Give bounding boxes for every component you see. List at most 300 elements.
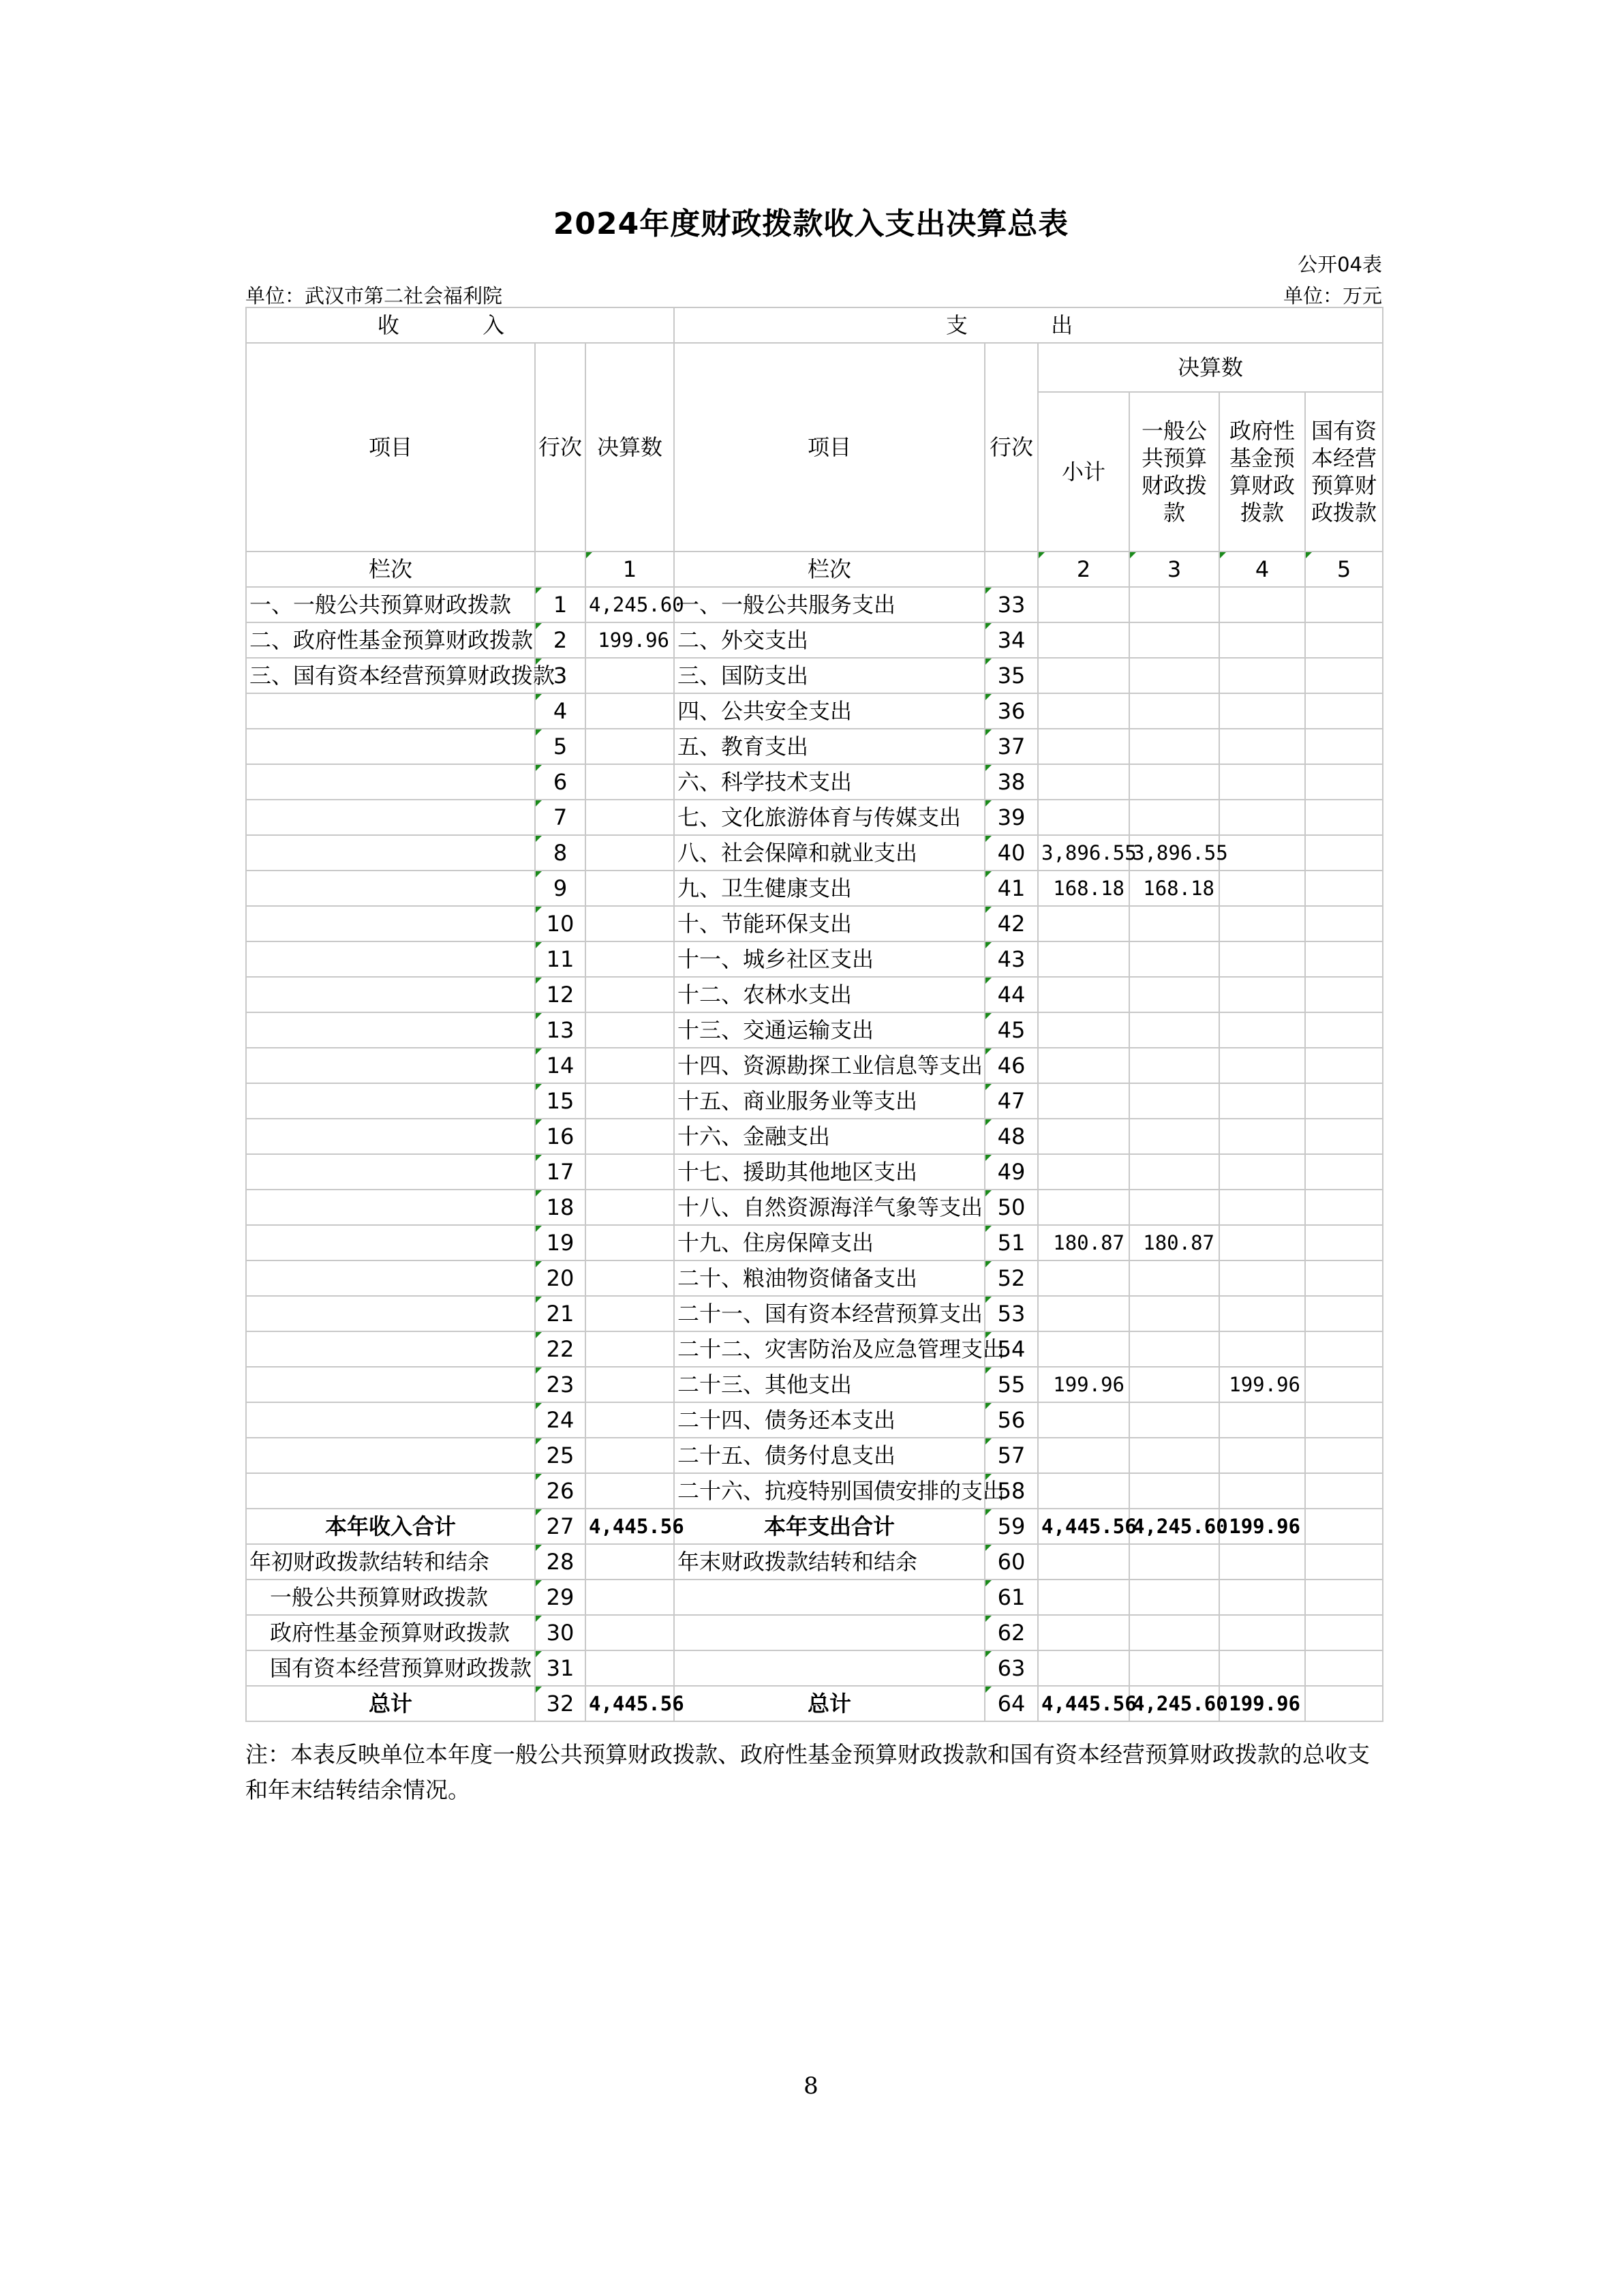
subtotal-cell	[1038, 977, 1129, 1012]
general-budget-cell	[1129, 1473, 1219, 1509]
gov-fund-cell: 199.96	[1219, 1509, 1305, 1544]
gov-fund-cell	[1219, 1544, 1305, 1580]
expense-row-no-cell: 53	[985, 1296, 1038, 1331]
state-capital-cell	[1305, 1331, 1383, 1367]
gov-fund-cell	[1219, 835, 1305, 871]
income-row-no-cell: 5	[535, 729, 585, 764]
income-row-no-cell: 10	[535, 906, 585, 941]
income-item-cell	[246, 906, 535, 941]
income-amount-cell	[585, 764, 674, 800]
income-item-cell	[246, 1225, 535, 1260]
general-budget-cell	[1129, 1544, 1219, 1580]
expense-row-no-cell: 51	[985, 1225, 1038, 1260]
state-capital-cell	[1305, 1296, 1383, 1331]
income-row-no-cell: 12	[535, 977, 585, 1012]
expense-item-header: 项目	[674, 343, 985, 552]
subtotal-cell	[1038, 1544, 1129, 1580]
subtotal-cell	[1038, 729, 1129, 764]
expense-row-no-cell: 49	[985, 1154, 1038, 1190]
income-item-cell	[246, 800, 535, 835]
subtotal-cell	[1038, 693, 1129, 729]
subtotal-cell	[1038, 587, 1129, 622]
income-item-header: 项目	[246, 343, 535, 552]
expense-item-cell: 十九、住房保障支出	[674, 1225, 985, 1260]
income-amount-cell	[585, 1260, 674, 1296]
income-row-no-cell: 22	[535, 1331, 585, 1367]
column-number: 3	[1129, 552, 1219, 587]
state-capital-cell	[1305, 906, 1383, 941]
income-item-cell	[246, 1331, 535, 1367]
table-row	[246, 977, 1383, 1012]
state-capital-cell	[1305, 977, 1383, 1012]
expense-section-header: 支 出	[674, 307, 1383, 343]
state-capital-cell	[1305, 1260, 1383, 1296]
expense-row-no-cell: 34	[985, 622, 1038, 658]
income-item-cell	[246, 729, 535, 764]
state-capital-header: 国有资本经营预算财政拨款	[1305, 392, 1383, 552]
income-amount-cell	[585, 1119, 674, 1154]
income-row-no-cell: 24	[535, 1402, 585, 1438]
income-row-no-cell: 1	[535, 587, 585, 622]
table-row	[246, 1402, 1383, 1438]
state-capital-cell	[1305, 800, 1383, 835]
table-row	[246, 658, 1383, 693]
table-row	[246, 1686, 1383, 1721]
income-item-cell	[246, 764, 535, 800]
income-item-cell	[246, 941, 535, 977]
table-row	[246, 764, 1383, 800]
income-amount-cell: 4,445.56	[585, 1686, 674, 1721]
general-budget-cell: 4,245.60	[1129, 1509, 1219, 1544]
expense-item-cell: 十四、资源勘探工业信息等支出	[674, 1048, 985, 1083]
general-budget-cell: 180.87	[1129, 1225, 1219, 1260]
income-row-no-cell: 25	[535, 1438, 585, 1473]
table-row	[246, 835, 1383, 871]
table-row	[246, 1048, 1383, 1083]
expense-row-no-cell: 52	[985, 1260, 1038, 1296]
general-budget-cell	[1129, 1331, 1219, 1367]
general-budget-cell	[1129, 1190, 1219, 1225]
income-amount-cell	[585, 1048, 674, 1083]
table-row	[246, 622, 1383, 658]
income-row-no-cell: 3	[535, 658, 585, 693]
expense-row-no-cell: 64	[985, 1686, 1038, 1721]
income-amount-header: 决算数	[585, 343, 674, 552]
state-capital-cell	[1305, 1686, 1383, 1721]
state-capital-cell	[1305, 764, 1383, 800]
state-capital-cell	[1305, 1083, 1383, 1119]
expense-row-no-cell: 59	[985, 1509, 1038, 1544]
expense-item-cell	[674, 1615, 985, 1650]
income-row-no-cell: 20	[535, 1260, 585, 1296]
expense-item-cell: 一、一般公共服务支出	[674, 587, 985, 622]
income-amount-cell: 4,245.60	[585, 587, 674, 622]
general-budget-cell	[1129, 1615, 1219, 1650]
subtotal-cell	[1038, 1473, 1129, 1509]
currency-label: 单位：万元	[1283, 284, 1382, 307]
subtotal-cell: 4,445.56	[1038, 1509, 1129, 1544]
table-row	[246, 1190, 1383, 1225]
income-amount-cell	[585, 658, 674, 693]
expense-row-no-cell: 47	[985, 1083, 1038, 1119]
expense-item-cell: 二十、粮油物资储备支出	[674, 1260, 985, 1296]
page-number: 8	[804, 2072, 818, 2100]
expense-row-no-cell: 45	[985, 1012, 1038, 1048]
income-item-cell	[246, 1083, 535, 1119]
expense-row-no-cell: 37	[985, 729, 1038, 764]
state-capital-cell	[1305, 941, 1383, 977]
gov-fund-cell	[1219, 1650, 1305, 1686]
table-row	[246, 1544, 1383, 1580]
gov-fund-cell	[1219, 1296, 1305, 1331]
subtotal-cell	[1038, 1402, 1129, 1438]
subtotal-cell	[1038, 1296, 1129, 1331]
income-amount-cell	[585, 1225, 674, 1260]
subtotal-cell: 180.87	[1038, 1225, 1129, 1260]
table-row	[246, 906, 1383, 941]
gov-fund-cell	[1219, 587, 1305, 622]
state-capital-cell	[1305, 1402, 1383, 1438]
form-number: 公开04表	[1298, 253, 1382, 276]
expense-item-cell: 十五、商业服务业等支出	[674, 1083, 985, 1119]
income-amount-cell	[585, 906, 674, 941]
state-capital-cell	[1305, 1154, 1383, 1190]
subtotal-cell	[1038, 1083, 1129, 1119]
state-capital-cell	[1305, 1438, 1383, 1473]
subtotal-cell: 168.18	[1038, 871, 1129, 906]
income-amount-cell	[585, 1083, 674, 1119]
expense-item-cell: 十六、金融支出	[674, 1119, 985, 1154]
state-capital-cell	[1305, 1367, 1383, 1402]
income-row-no-cell: 9	[535, 871, 585, 906]
state-capital-cell	[1305, 871, 1383, 906]
gov-fund-header: 政府性基金预算财政拨款	[1219, 392, 1305, 552]
general-budget-cell	[1129, 906, 1219, 941]
general-budget-cell	[1129, 1154, 1219, 1190]
subtotal-cell	[1038, 941, 1129, 977]
unit-label: 单位：武汉市第二社会福利院	[245, 284, 503, 307]
general-budget-cell	[1129, 764, 1219, 800]
cell	[535, 552, 585, 587]
gov-fund-cell	[1219, 693, 1305, 729]
expense-row-no-cell: 48	[985, 1119, 1038, 1154]
state-capital-cell	[1305, 1012, 1383, 1048]
general-budget-cell	[1129, 1119, 1219, 1154]
subtotal-cell: 4,445.56	[1038, 1686, 1129, 1721]
state-capital-cell	[1305, 1190, 1383, 1225]
subtotal-cell	[1038, 1012, 1129, 1048]
gov-fund-cell	[1219, 729, 1305, 764]
column-label: 栏次	[246, 552, 535, 587]
expense-item-cell: 四、公共安全支出	[674, 693, 985, 729]
state-capital-cell	[1305, 1119, 1383, 1154]
subtotal-cell	[1038, 622, 1129, 658]
table-row	[246, 729, 1383, 764]
income-amount-cell	[585, 693, 674, 729]
table-row	[246, 1473, 1383, 1509]
income-amount-cell	[585, 1580, 674, 1615]
table-row	[246, 1580, 1383, 1615]
expense-row-no-cell: 54	[985, 1331, 1038, 1367]
footnote: 注：本表反映单位本年度一般公共预算财政拨款、政府性基金预算财政拨款和国有资本经营预算财政拨款的总收支和年末结转结余情况。	[245, 1741, 1370, 1803]
expense-row-no-cell: 62	[985, 1615, 1038, 1650]
state-capital-cell	[1305, 1048, 1383, 1083]
expense-item-cell: 本年支出合计	[674, 1509, 985, 1544]
state-capital-cell	[1305, 1225, 1383, 1260]
gov-fund-cell	[1219, 622, 1305, 658]
expense-row-no-cell: 44	[985, 977, 1038, 1012]
gov-fund-cell	[1219, 800, 1305, 835]
income-item-cell	[246, 693, 535, 729]
income-item-cell	[246, 1012, 535, 1048]
gov-fund-cell	[1219, 941, 1305, 977]
income-row-no-cell: 26	[535, 1473, 585, 1509]
income-amount-cell	[585, 1296, 674, 1331]
general-budget-cell	[1129, 1367, 1219, 1402]
gov-fund-cell	[1219, 906, 1305, 941]
income-amount-cell	[585, 835, 674, 871]
gov-fund-cell	[1219, 1402, 1305, 1438]
table-row	[246, 1012, 1383, 1048]
expense-row-no-cell: 57	[985, 1438, 1038, 1473]
table-row	[246, 1615, 1383, 1650]
subtotal-cell	[1038, 800, 1129, 835]
income-amount-cell	[585, 1012, 674, 1048]
expense-item-cell: 二十一、国有资本经营预算支出	[674, 1296, 985, 1331]
expense-row-no-cell: 61	[985, 1580, 1038, 1615]
income-item-cell: 一、一般公共预算财政拨款	[246, 587, 535, 622]
income-row-no-cell: 30	[535, 1615, 585, 1650]
state-capital-cell	[1305, 587, 1383, 622]
income-amount-cell	[585, 1650, 674, 1686]
expense-row-no-cell: 41	[985, 871, 1038, 906]
expense-row-no-cell: 42	[985, 906, 1038, 941]
cell	[985, 552, 1038, 587]
general-budget-cell	[1129, 1650, 1219, 1686]
expense-item-cell: 年末财政拨款结转和结余	[674, 1544, 985, 1580]
subtotal-cell	[1038, 658, 1129, 693]
income-item-cell	[246, 1438, 535, 1473]
income-row-no-cell: 31	[535, 1650, 585, 1686]
table-row	[246, 1260, 1383, 1296]
income-item-cell	[246, 835, 535, 871]
expense-item-cell: 总计	[674, 1686, 985, 1721]
gov-fund-cell: 199.96	[1219, 1686, 1305, 1721]
general-budget-cell	[1129, 1048, 1219, 1083]
table-row	[246, 1225, 1383, 1260]
table-row	[246, 800, 1383, 835]
expense-item-cell: 十、节能环保支出	[674, 906, 985, 941]
state-capital-cell	[1305, 1544, 1383, 1580]
income-row-no-cell: 13	[535, 1012, 585, 1048]
income-amount-cell: 199.96	[585, 622, 674, 658]
subtotal-cell	[1038, 764, 1129, 800]
income-row-no-cell: 21	[535, 1296, 585, 1331]
expense-row-no-cell: 50	[985, 1190, 1038, 1225]
income-amount-cell	[585, 1367, 674, 1402]
column-label: 栏次	[674, 552, 985, 587]
table-row	[246, 1119, 1383, 1154]
page-title: 2024年度财政拨款收入支出决算总表	[553, 207, 1069, 241]
income-row-no-cell: 11	[535, 941, 585, 977]
expense-item-cell: 六、科学技术支出	[674, 764, 985, 800]
income-amount-cell	[585, 977, 674, 1012]
expense-row-no-cell: 58	[985, 1473, 1038, 1509]
income-item-cell: 国有资本经营预算财政拨款	[246, 1650, 535, 1686]
expense-row-no-header: 行次	[985, 343, 1038, 552]
general-budget-cell	[1129, 587, 1219, 622]
gov-fund-cell	[1219, 1260, 1305, 1296]
general-budget-cell	[1129, 622, 1219, 658]
subtotal-cell	[1038, 1650, 1129, 1686]
expense-row-no-cell: 43	[985, 941, 1038, 977]
income-item-cell: 一般公共预算财政拨款	[246, 1580, 535, 1615]
gov-fund-cell	[1219, 1048, 1305, 1083]
income-row-no-cell: 29	[535, 1580, 585, 1615]
expense-row-no-cell: 39	[985, 800, 1038, 835]
subtotal-cell	[1038, 906, 1129, 941]
income-amount-cell	[585, 1615, 674, 1650]
subtotal-cell	[1038, 1119, 1129, 1154]
general-budget-cell	[1129, 1012, 1219, 1048]
table-row	[246, 1331, 1383, 1367]
income-row-no-cell: 6	[535, 764, 585, 800]
expense-item-cell	[674, 1650, 985, 1686]
income-row-no-cell: 7	[535, 800, 585, 835]
expense-item-cell: 二十五、债务付息支出	[674, 1438, 985, 1473]
expense-item-cell: 八、社会保障和就业支出	[674, 835, 985, 871]
expense-item-cell: 十七、援助其他地区支出	[674, 1154, 985, 1190]
general-budget-cell	[1129, 941, 1219, 977]
gov-fund-cell	[1219, 1154, 1305, 1190]
general-budget-cell	[1129, 658, 1219, 693]
expense-item-cell: 十三、交通运输支出	[674, 1012, 985, 1048]
subtotal-cell	[1038, 1438, 1129, 1473]
income-amount-cell	[585, 1544, 674, 1580]
state-capital-cell	[1305, 835, 1383, 871]
table-row	[246, 1367, 1383, 1402]
expense-item-cell: 二十二、灾害防治及应急管理支出	[674, 1331, 985, 1367]
table-row	[246, 693, 1383, 729]
income-item-cell	[246, 1296, 535, 1331]
gov-fund-cell	[1219, 871, 1305, 906]
column-number: 1	[585, 552, 674, 587]
income-row-no-cell: 28	[535, 1544, 585, 1580]
income-amount-cell: 4,445.56	[585, 1509, 674, 1544]
general-budget-cell	[1129, 693, 1219, 729]
table-row	[246, 1438, 1383, 1473]
state-capital-cell	[1305, 729, 1383, 764]
expense-item-cell: 二、外交支出	[674, 622, 985, 658]
state-capital-cell	[1305, 1650, 1383, 1686]
expense-row-no-cell: 40	[985, 835, 1038, 871]
income-item-cell: 本年收入合计	[246, 1509, 535, 1544]
table-row	[246, 1650, 1383, 1686]
gov-fund-cell	[1219, 658, 1305, 693]
income-item-cell: 政府性基金预算财政拨款	[246, 1615, 535, 1650]
income-row-no-cell: 17	[535, 1154, 585, 1190]
income-row-no-cell: 18	[535, 1190, 585, 1225]
expense-row-no-cell: 55	[985, 1367, 1038, 1402]
expense-row-no-cell: 46	[985, 1048, 1038, 1083]
income-row-no-cell: 2	[535, 622, 585, 658]
general-budget-cell	[1129, 1580, 1219, 1615]
income-item-cell: 总计	[246, 1686, 535, 1721]
expense-row-no-cell: 33	[985, 587, 1038, 622]
state-capital-cell	[1305, 658, 1383, 693]
general-budget-header: 一般公共预算财政拨款	[1129, 392, 1219, 552]
expense-row-no-cell: 60	[985, 1544, 1038, 1580]
column-number: 5	[1305, 552, 1383, 587]
subtotal-cell	[1038, 1580, 1129, 1615]
income-amount-cell	[585, 1331, 674, 1367]
general-budget-cell	[1129, 1438, 1219, 1473]
subtotal-cell	[1038, 1615, 1129, 1650]
state-capital-cell	[1305, 1509, 1383, 1544]
income-item-cell	[246, 1048, 535, 1083]
state-capital-cell	[1305, 1615, 1383, 1650]
income-row-no-cell: 27	[535, 1509, 585, 1544]
table-row	[246, 587, 1383, 622]
gov-fund-cell	[1219, 1615, 1305, 1650]
expense-row-no-cell: 63	[985, 1650, 1038, 1686]
state-capital-cell	[1305, 1473, 1383, 1509]
expense-item-cell: 七、文化旅游体育与传媒支出	[674, 800, 985, 835]
income-item-cell: 三、国有资本经营预算财政拨款	[246, 658, 535, 693]
expense-row-no-cell: 35	[985, 658, 1038, 693]
subtotal-cell	[1038, 1048, 1129, 1083]
general-budget-cell	[1129, 1296, 1219, 1331]
income-row-no-cell: 4	[535, 693, 585, 729]
table-row	[246, 1509, 1383, 1544]
income-section-header: 收 入	[246, 307, 674, 343]
income-amount-cell	[585, 1190, 674, 1225]
subtotal-cell: 3,896.55	[1038, 835, 1129, 871]
income-item-cell: 年初财政拨款结转和结余	[246, 1544, 535, 1580]
income-amount-cell	[585, 1473, 674, 1509]
expense-item-cell: 十二、农林水支出	[674, 977, 985, 1012]
subtotal-cell	[1038, 1154, 1129, 1190]
general-budget-cell: 4,245.60	[1129, 1686, 1219, 1721]
expense-row-no-cell: 56	[985, 1402, 1038, 1438]
income-row-no-cell: 8	[535, 835, 585, 871]
table-row	[246, 1154, 1383, 1190]
income-row-no-cell: 15	[535, 1083, 585, 1119]
income-amount-cell	[585, 729, 674, 764]
gov-fund-cell	[1219, 1438, 1305, 1473]
final-accounts-table	[245, 307, 1383, 1722]
expense-final-header: 决算数	[1038, 343, 1383, 392]
expense-item-cell: 十八、自然资源海洋气象等支出	[674, 1190, 985, 1225]
state-capital-cell	[1305, 693, 1383, 729]
gov-fund-cell	[1219, 1225, 1305, 1260]
general-budget-cell	[1129, 800, 1219, 835]
income-amount-cell	[585, 1402, 674, 1438]
income-item-cell	[246, 1260, 535, 1296]
gov-fund-cell	[1219, 1012, 1305, 1048]
income-amount-cell	[585, 800, 674, 835]
column-number: 2	[1038, 552, 1129, 587]
income-row-no-header: 行次	[535, 343, 585, 552]
state-capital-cell	[1305, 1580, 1383, 1615]
subtotal-cell	[1038, 1190, 1129, 1225]
general-budget-cell: 3,896.55	[1129, 835, 1219, 871]
gov-fund-cell	[1219, 977, 1305, 1012]
expense-item-cell: 十一、城乡社区支出	[674, 941, 985, 977]
income-row-no-cell: 19	[535, 1225, 585, 1260]
gov-fund-cell	[1219, 764, 1305, 800]
general-budget-cell	[1129, 1260, 1219, 1296]
